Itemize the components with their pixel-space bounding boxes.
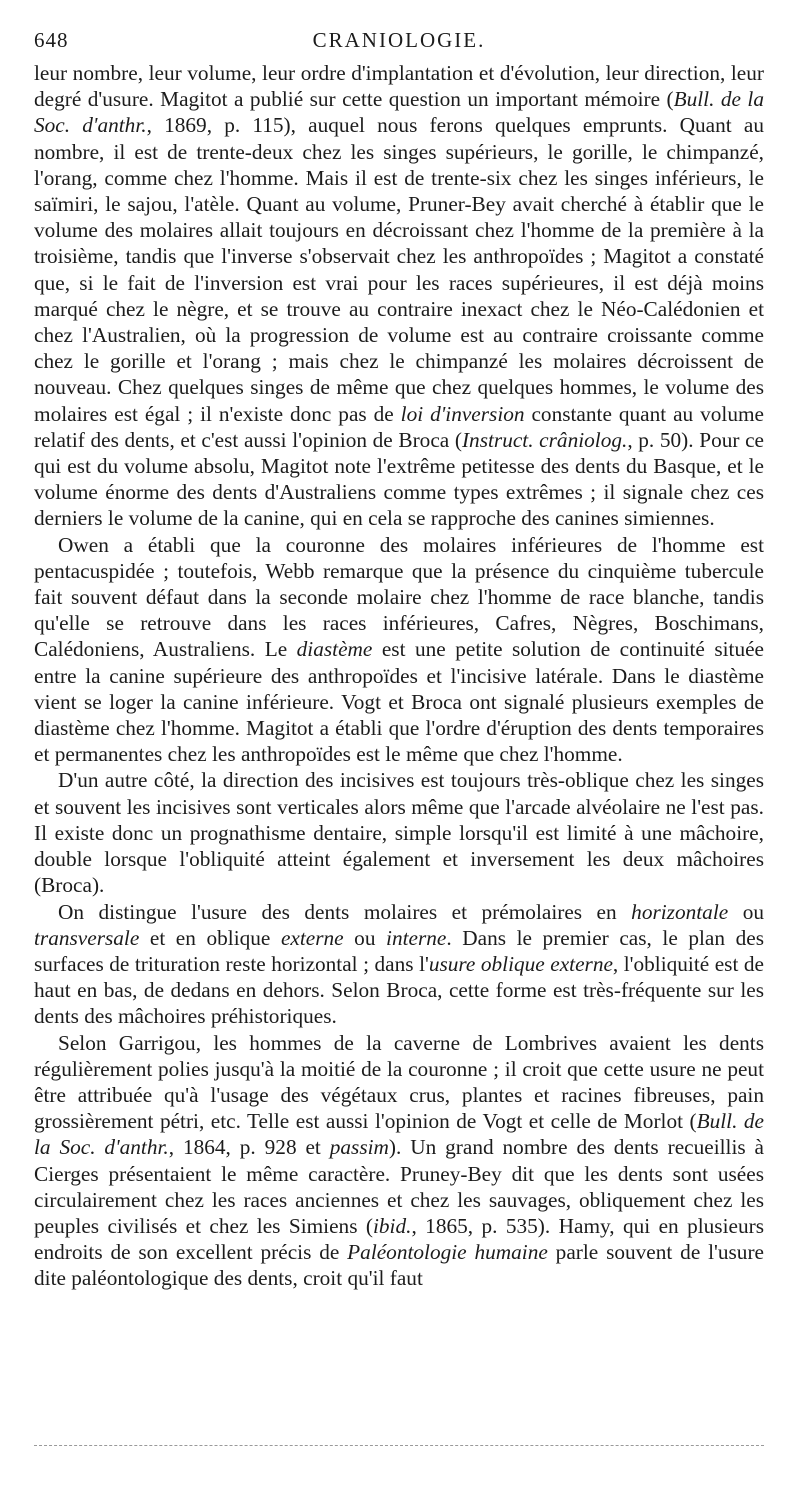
- italic-text: passim: [329, 1135, 389, 1160]
- text-segment: , 1869, p. 115), auquel nous ferons quelques emprunts. Quant au nombre, il est de trente-deux chez les singes supérieurs, le gorille, le chimpanzé, l'orang, comme chez l'homme. Mais il est de trente-six chez les singes inférieurs, le saïmiri, le sajou, l'atèle. Quant au volume, Pruner-Bey avait cherché à établir que le volume des molaires allait toujours en décroissant chez l'homme de la première à la troisième, tandis que l'inverse s'observait chez les anthropoïdes ; Magitot a constaté que, si le fait de l'inversion est vrai pour les races supérieures, il est déjà moins marqué chez le nègre, et se trouve au contraire inexact chez le Néo-Calédonien et chez l'Australien, où la progression de volume est au contraire croissante comme chez le gorille et l'orang ; mais chez le chimpanzé les molaires décroissent de nouveau. Chez quelques singes de même que chez quelques hommes, le volume des molaires est égal ; il n'existe donc pas de: [34, 113, 765, 426]
- book-page: [34, 28, 764, 1292]
- body-text: [34, 60, 764, 1292]
- running-title: CRANIOLOGIE.: [312, 28, 486, 52]
- text-segment: , p. 50). Pour ce qui est du volume absolu, Magitot note l'extrême petitesse des dents du Basque, et le volume énorme des dents d'Australiens comme types extrêmes ; il signale chez ces derniers le volume de la canine, qui en cela se rapproche des canines simiennes.: [34, 427, 764, 531]
- text-segment: Selon Garrigou, les hommes de la caverne de Lombrives avaient les dents régulièrement polies jusqu'à la moitié de la couronne ; il croit que cette usure ne peut être attribuée qu'à l'usage des végétaux crus, plantes et racines fibreuses, pain grossièrement pétri, etc. Telle est aussi l'opinion de Vogt et celle de Morlot (: [34, 1030, 764, 1134]
- text-segment: et en oblique: [139, 925, 281, 950]
- page-header: [34, 28, 764, 60]
- paragraph: [34, 60, 764, 532]
- paragraph: [34, 899, 764, 1030]
- italic-text: loi d'inversion: [400, 401, 525, 426]
- italic-text: externe: [280, 925, 344, 950]
- italic-text: diastème: [296, 637, 373, 662]
- text-segment: On distingue l'usure des dents molaires et prémolaires en: [58, 899, 632, 924]
- text-segment: D'un autre côté, la direction des incisives est toujours très-oblique chez les singes et souvent les incisives sont verticales alors même que l'arcade alvéolaire ne l'est pas. Il existe donc un prognathisme dentaire, simple lorsqu'il est limité à une mâchoire, double lorsque l'obliquité atteint également et inversement les deux mâchoires (Broca).: [34, 768, 764, 898]
- paragraph: [34, 767, 764, 898]
- paragraph: [34, 532, 764, 768]
- page-number: 648: [34, 28, 69, 52]
- italic-text: Paléontologie humaine: [347, 1240, 548, 1265]
- text-segment: , 1864, p. 928 et: [168, 1135, 330, 1160]
- text-segment: leur nombre, leur volume, leur ordre d'implantation et d'évolution, leur direction, leur degré d'usure. Magitot a publié sur cette question un important mémoire (: [34, 61, 764, 112]
- text-segment: est une petite solution de continuité située entre la canine supérieure des anthropoïdes et l'incisive latérale. Dans le diastème vient se loger la canine inférieure. Vogt et Broca ont signalé plusieurs exemples de diastème chez l'homme. Magitot a établi que l'ordre d'éruption des dents temporaires et permanentes chez les anthropoïdes est le même que chez l'homme.: [34, 637, 765, 767]
- italic-text: Instruct. crâniolog.: [461, 427, 628, 452]
- italic-text: Bull. de la Soc. d'anthr.: [34, 87, 764, 138]
- paragraph: [34, 1030, 764, 1292]
- text-segment: ou: [728, 899, 764, 924]
- text-segment: constante quant au volume relatif des dents, et c'est aussi l'opinion de Broca (: [34, 401, 764, 452]
- italic-text: transversale: [34, 925, 140, 950]
- italic-text: Bull. de la Soc. d'anthr.: [34, 1109, 764, 1160]
- text-segment: ou: [343, 925, 387, 950]
- text-segment: parle souvent de l'usure dite paléontologique des dents, croit qu'il faut: [34, 1240, 764, 1291]
- text-segment: Owen a établi que la couronne des molaires inférieures de l'homme est pentacuspidée ; toutefois, Webb remarque que la présence du cinquième tubercule fait souvent défaut dans la seconde molaire chez l'homme de race blanche, tandis qu'elle se retrouve dans les races inférieures, Cafres, Nègres, Boschimans, Calédoniens, Australiens. Le: [34, 532, 764, 662]
- text-segment: ). Un grand nombre des dents recueillis à Cierges présentaient le même caractère. Pruney-Bey dit que les dents sont usées circulairement chez les races anciennes et chez les sauvages, obliquement chez les peuples civilisés et chez les Simiens (: [34, 1135, 765, 1238]
- italic-text: ibid.: [372, 1213, 412, 1238]
- footer-rule: [34, 1445, 764, 1446]
- italic-text: horizontale: [631, 899, 729, 924]
- text-segment: , l'obliquité est de haut en bas, de dedans en dehors. Selon Broca, cette forme est très-fréquente sur les dents des mâchoires préhistoriques.: [34, 951, 764, 1029]
- italic-text: usure oblique externe: [428, 951, 613, 976]
- text-segment: . Dans le premier cas, le plan des surfaces de trituration reste horizontal ; dans l': [34, 925, 764, 976]
- text-segment: , 1865, p. 535). Hamy, qui en plusieurs endroits de son excellent précis de: [34, 1213, 764, 1265]
- italic-text: interne: [386, 925, 447, 950]
